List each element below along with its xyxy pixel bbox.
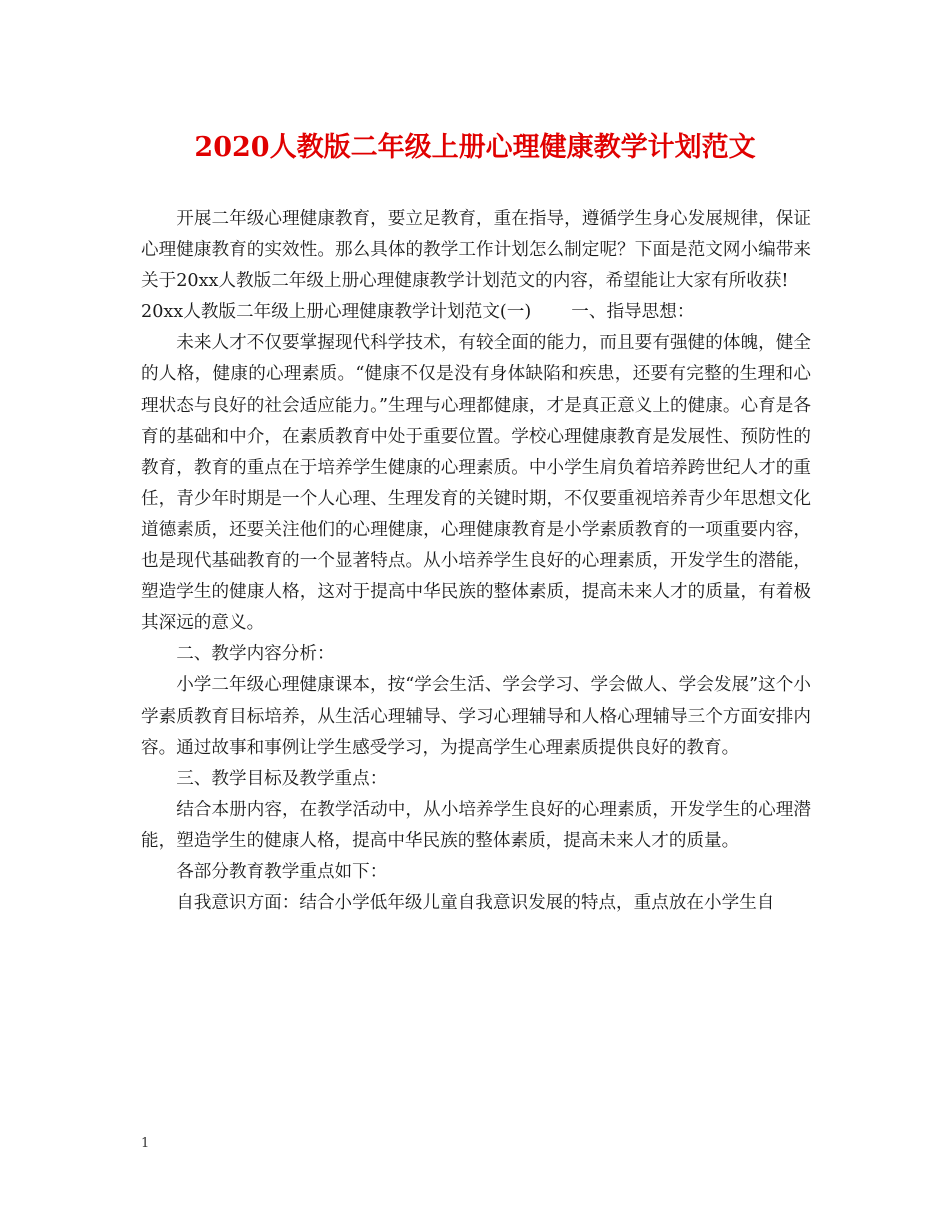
heading-content-analysis: 二、教学内容分析：: [176, 644, 335, 665]
paragraph-content-analysis: 小学二年级心理健康课本，按“学会生活、学会学习、学会做人、学会发展”这个小学素质教育目标培养，从生活心理辅导、学习心理辅导和人格心理辅导三个方面安排内容。通过故事和事例让学生感受学习，为提高学生心理素质提供良好的教育。: [141, 675, 811, 758]
paragraph-goals: 结合本册内容，在教学活动中，从小培养学生良好的心理素质，开发学生的心理潜能，塑造学生的健康人格，提高中华民族的整体素质，提高未来人才的质量。: [141, 799, 811, 851]
section-line: [141, 297, 811, 328]
section-label: 20xx人教版二年级上册心理健康教学计划范文(一): [141, 302, 532, 323]
intro-paragraph: 开展二年级心理健康教育，要立足教育，重在指导，遵循学生身心发展规律，保证心理健康教育的实效性。那么具体的教学工作计划怎么制定呢？下面是范文网小编带来关于20xx人教版二年级上册心理健康教学计划范文的内容，希望能让大家有所收获!: [141, 209, 811, 292]
page-number: 1: [141, 1136, 150, 1151]
heading-goals: 三、教学目标及教学重点：: [176, 768, 388, 789]
heading-guiding-ideology: 一、指导思想：: [571, 302, 695, 323]
paragraph-guiding-ideology: 未来人才不仅要掌握现代科学技术，有较全面的能力，而且要有强健的体魄，健全的人格，健康的心理素质。“健康不仅是没有身体缺陷和疾患，还要有完整的生理和心理状态与良好的社会适应能力。”生理与心理都健康，才是真正意义上的健康。心育是各育的基础和中介，在素质教育中处于重要位置。学校心理健康教育是发展性、预防性的教育，教育的重点在于培养学生健康的心理素质。中小学生肩负着培养跨世纪人才的重任，青少年时期是一个人心理、生理发育的关键时期，不仅要重视培养青少年思想文化道德素质，还要关注他们的心理健康，心理健康教育是小学素质教育的一项重要内容，也是现代基础教育的一个显著特点。从小培养学生良好的心理素质，开发学生的潜能，塑造学生的健康人格，这对于提高中华民族的整体素质，提高未来人才的质量，有着极其深远的意义。: [141, 333, 811, 634]
document-body: [141, 204, 811, 919]
paragraph-key-points: 各部分教育教学重点如下：: [176, 861, 388, 882]
paragraph-self-awareness: 自我意识方面：结合小学低年级儿童自我意识发展的特点，重点放在小学生自: [176, 893, 775, 914]
document-title: 2020人教版二年级上册心理健康教学计划范文: [194, 132, 756, 163]
